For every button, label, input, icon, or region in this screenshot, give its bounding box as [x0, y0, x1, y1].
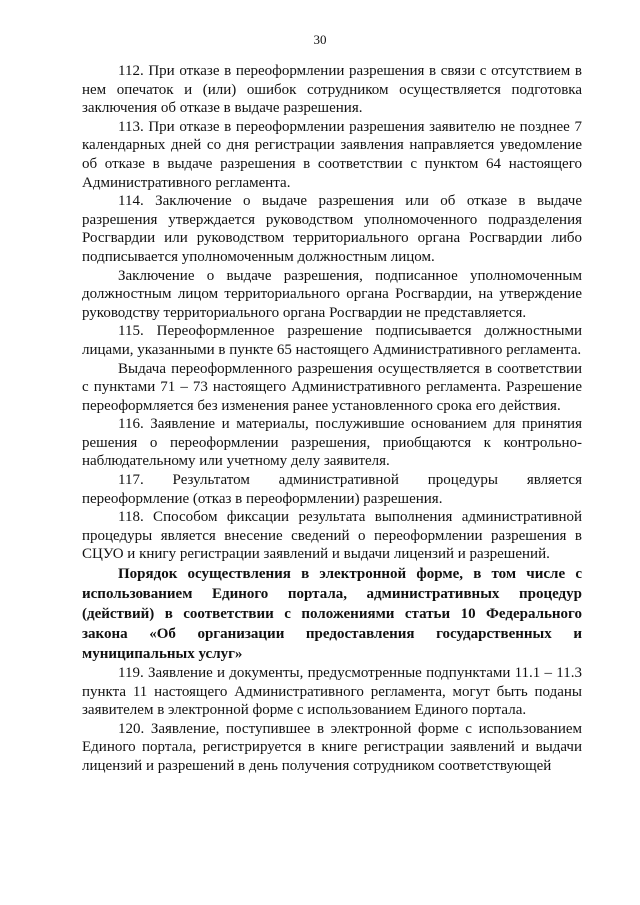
paragraph-119: 119. Заявление и документы, предусмотренные подпунктами 11.1 – 11.3 пункта 11 настоящего Административного регламента, могут быть поданы заявителем в электронной форме с использованием Единого портала.: [82, 665, 582, 719]
paragraph-118: 118. Способом фиксации результата выполнения административной процедуры является внесение сведений о переоформлении разрешения в СЦУО и книгу регистрации заявлений и выдачи лицензий и разрешений.: [82, 509, 582, 563]
paragraph-115-continued: Выдача переоформленного разрешения осуществляется в соответствии с пунктами 71 – 73 настоящего Административного регламента. Разрешение переоформляется без изменения ранее установленного срока его действия.: [82, 360, 582, 414]
paragraph-116: 116. Заявление и материалы, послужившие основанием для принятия решения о переоформлении разрешения, приобщаются к контрольно-наблюдательному или учетному делу заявителя.: [82, 416, 582, 470]
paragraph-114: 114. Заключение о выдаче разрешения или об отказе в выдаче разрешения утверждается руководством уполномоченного подразделения Росгвардии или руководством территориального органа Росгвардии либо подписывается уполномоченным должностным лицом.: [82, 193, 582, 265]
paragraph-115: 115. Переоформленное разрешение подписывается должностными лицами, указанными в пункте 65 настоящего Административного регламента.: [82, 323, 582, 358]
page-number: 30: [313, 32, 327, 47]
section-heading: Порядок осуществления в электронной форме, в том числе с использованием Единого портала, административных процедур (действий) в соответствии с положениями статьи 10 Федерального закона «Об организации предоставления государственных и муниципальных услуг»: [82, 566, 582, 663]
paragraph-114-continued: Заключение о выдаче разрешения, подписанное уполномоченным должностным лицом территориального органа Росгвардии, на утверждение руководству территориального органа Росгвардии не представляется.: [82, 267, 582, 321]
document-body: [82, 62, 582, 776]
paragraph-113: 113. При отказе в переоформлении разрешения заявителю не позднее 7 календарных дней со дня регистрации заявления направляется уведомление об отказе в выдаче разрешения в соответствии с пунктом 64 настоящего Административного регламента.: [82, 118, 582, 191]
paragraph-117: 117. Результатом административной процедуры является переоформление (отказ в переоформлении) разрешения.: [82, 472, 582, 507]
paragraph-112: 112. При отказе в переоформлении разрешения в связи с отсутствием в нем опечаток и (или) ошибок сотрудником осуществляется подготовка заключения об отказе в выдаче разрешения.: [82, 63, 582, 117]
paragraph-120: 120. Заявление, поступившее в электронной форме с использованием Единого портала, регистрируется в книге регистрации заявлений и выдачи лицензий и разрешений в день получения сотрудником соответствующей: [82, 720, 582, 774]
